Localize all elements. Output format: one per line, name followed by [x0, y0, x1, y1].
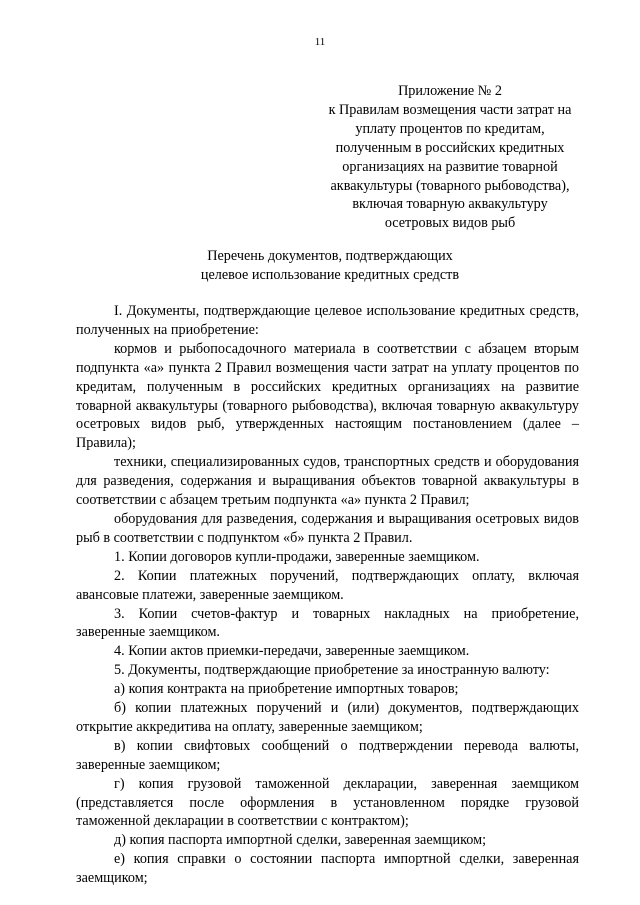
list-item-invoices: 3. Копии счетов-фактур и товарных накладных на приобретение, заверенные заемщиком.: [76, 605, 579, 641]
paragraph-feed-materials: кормов и рыбопосадочного материала в соответствии с абзацем вторым подпункта «а» пункта 2 Правил возмещения части затрат на уплату процентов по кредитам, полученным в российских кредитных организациях на развитие товарной аквакультуры (товарного рыбоводства), включая товарную аквакультуру осетровых видов рыб, утвержденных настоящим постановлением (далее – Правила);: [76, 340, 579, 452]
sub-item-b: б) копии платежных поручений и (или) документов, подтверждающих открытие аккредитива на оплату, заверенные заемщиком;: [76, 700, 579, 735]
paragraph-sturgeon-equipment: оборудования для разведения, содержания и выращивания осетровых видов рыб в соответствии с подпунктом «б» пункта 2 Правил.: [76, 510, 579, 546]
sub-item-g: г) копия грузовой таможенной декларации, заверенная заемщиком (представляется после оформления в установленном порядке грузовой таможенной декларации в соответствии с контрактом);: [76, 775, 579, 830]
paragraph-section-heading: I. Документы, подтверждающие целевое использование кредитных средств, полученных на приобретение:: [76, 303, 579, 338]
sub-item-v: в) копии свифтовых сообщений о подтверждении перевода валюты, заверенные заемщиком;: [76, 737, 579, 773]
sub-item-e: е) копия справки о состоянии паспорта импортной сделки, заверенная заемщиком;: [76, 851, 579, 887]
list-item-payment-orders: 2. Копии платежных поручений, подтверждающих оплату, включая авансовые платежи, заверенные заемщиком.: [76, 567, 579, 603]
appendix-line: полученным в российских кредитных: [335, 139, 565, 156]
list-item-acceptance-acts: 4. Копии актов приемки-передачи, заверенные заемщиком.: [114, 643, 470, 660]
list-item-foreign-currency: 5. Документы, подтверждающие приобретение за иностранную валюту:: [114, 662, 550, 679]
document-title: [60, 247, 600, 285]
paragraph-equipment-vehicles: техники, специализированных судов, транспортных средств и оборудования для разведения, содержания и выращивания объектов товарной аквакультуры в соответствии с абзацем третьим подпункта «а» пункта 2 Правил;: [76, 454, 579, 509]
sub-item-a: а) копия контракта на приобретение импортных товаров;: [114, 681, 459, 698]
appendix-line: к Правилам возмещения части затрат на: [328, 101, 572, 118]
appendix-line: Приложение № 2: [398, 83, 502, 99]
document-title-line: целевое использование кредитных средств: [200, 266, 460, 283]
appendix-line: аквакультуры (товарного рыбоводства),: [330, 177, 570, 194]
appendix-line: организациях на развитие товарной: [342, 158, 558, 175]
appendix-line: уплату процентов по кредитам,: [355, 120, 545, 137]
appendix-line: осетровых видов рыб: [384, 215, 516, 232]
appendix-line: включая товарную аквакультуру: [352, 196, 548, 213]
list-item-contracts: 1. Копии договоров купли-продажи, заверенные заемщиком.: [114, 548, 480, 565]
appendix-header: [300, 82, 600, 233]
document-body: [76, 302, 579, 888]
document-title-line: Перечень документов, подтверждающих: [207, 248, 453, 264]
sub-item-d: д) копия паспорта импортной сделки, заверенная заемщиком;: [114, 832, 487, 849]
page-number: 11: [314, 36, 326, 48]
